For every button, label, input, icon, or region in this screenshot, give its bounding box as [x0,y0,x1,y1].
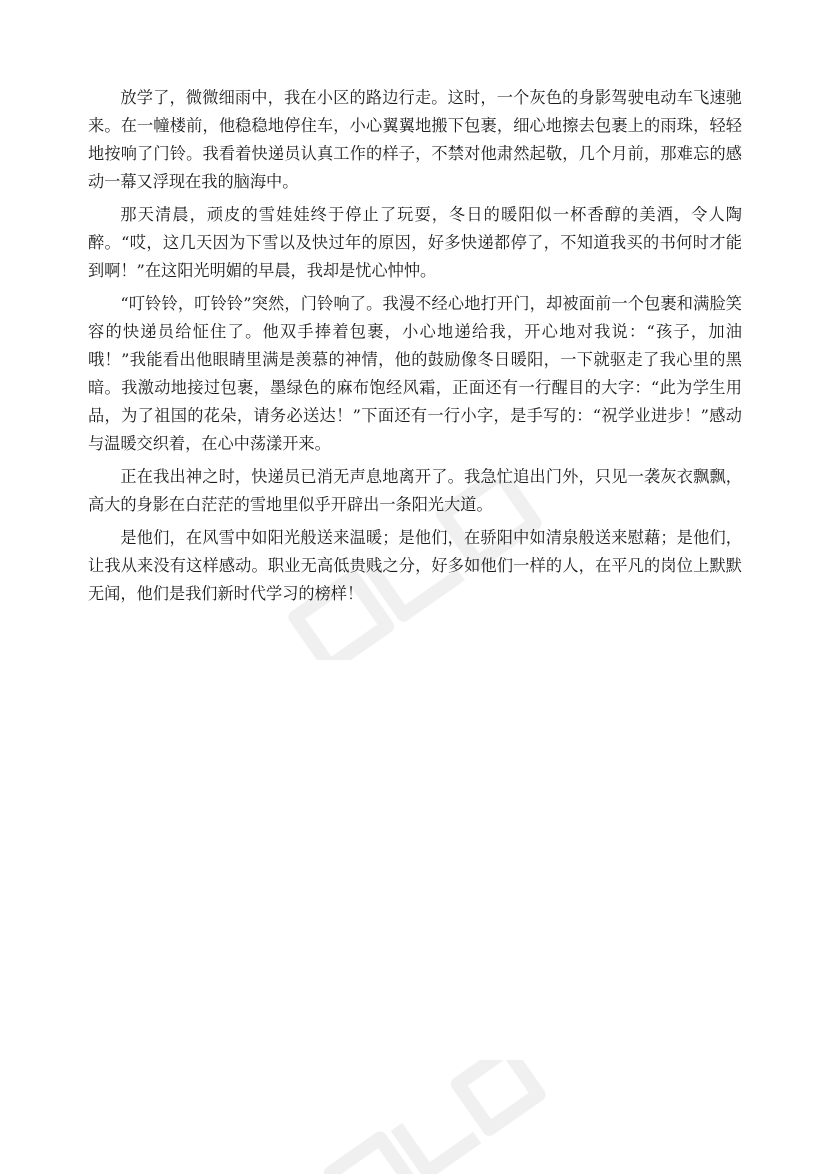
paragraph-5: 是他们，在风雪中如阳光般送来温暖；是他们，在骄阳中如清泉般送来慰藉；是他们，让我从来没有这样感动。职业无高低贵贱之分，好多如他们一样的人，在平凡的岗位上默默无闻，他们是我们新时代学习的榜样！ [88,528,742,603]
paragraph-1: 放学了，微微细雨中，我在小区的路边行走。这时，一个灰色的身影驾驶电动车飞速驰来。在一幢楼前，他稳稳地停住车，小心翼翼地搬下包裹，细心地擦去包裹上的雨珠，轻轻地按响了门铃。我看着快递员认真工作的样子，不禁对他肃然起敬，几个月前，那难忘的感动一幕又浮现在我的脑海中。 [88,88,742,191]
paragraph-2: 那天清晨，顽皮的雪娃娃终于停止了玩耍，冬日的暖阳似一杯香醇的美酒，令人陶醉。“哎，这几天因为下雪以及快过年的原因，好多快递都停了，不知道我买的书何时才能到啊！”在这阳光明媚的早晨，我却是忧心忡忡。 [88,205,742,280]
paragraph-3: “叮铃铃，叮铃铃”突然，门铃响了。我漫不经心地打开门，却被面前一个包裹和满脸笑容的快递员给怔住了。他双手捧着包裹，小心地递给我，开心地对我说：“孩子，加油哦！”我能看出他眼睛里满是羡慕的神情，他的鼓励像冬日暖阳，一下就驱走了我心里的黑暗。我激动地接过包裹，墨绿色的麻布饱经风霜，正面还有一行醒目的大字：“此为学生用品，为了祖国的花朵，请务必送达！”下面还有一行小字，是手写的：“祝学业进步！”感动与温暖交织着，在心中荡漾开来。 [88,294,742,453]
watermark-bottom [300,1060,560,1174]
paragraph-4: 正在我出神之时，快递员已消无声息地离开了。我急忙追出门外，只见一袭灰衣飘飘，高大的身影在白茫茫的雪地里似乎开辟出一条阳光大道。 [88,467,742,514]
essay-body [88,84,742,613]
watermark-logo-icon [300,1060,560,1174]
